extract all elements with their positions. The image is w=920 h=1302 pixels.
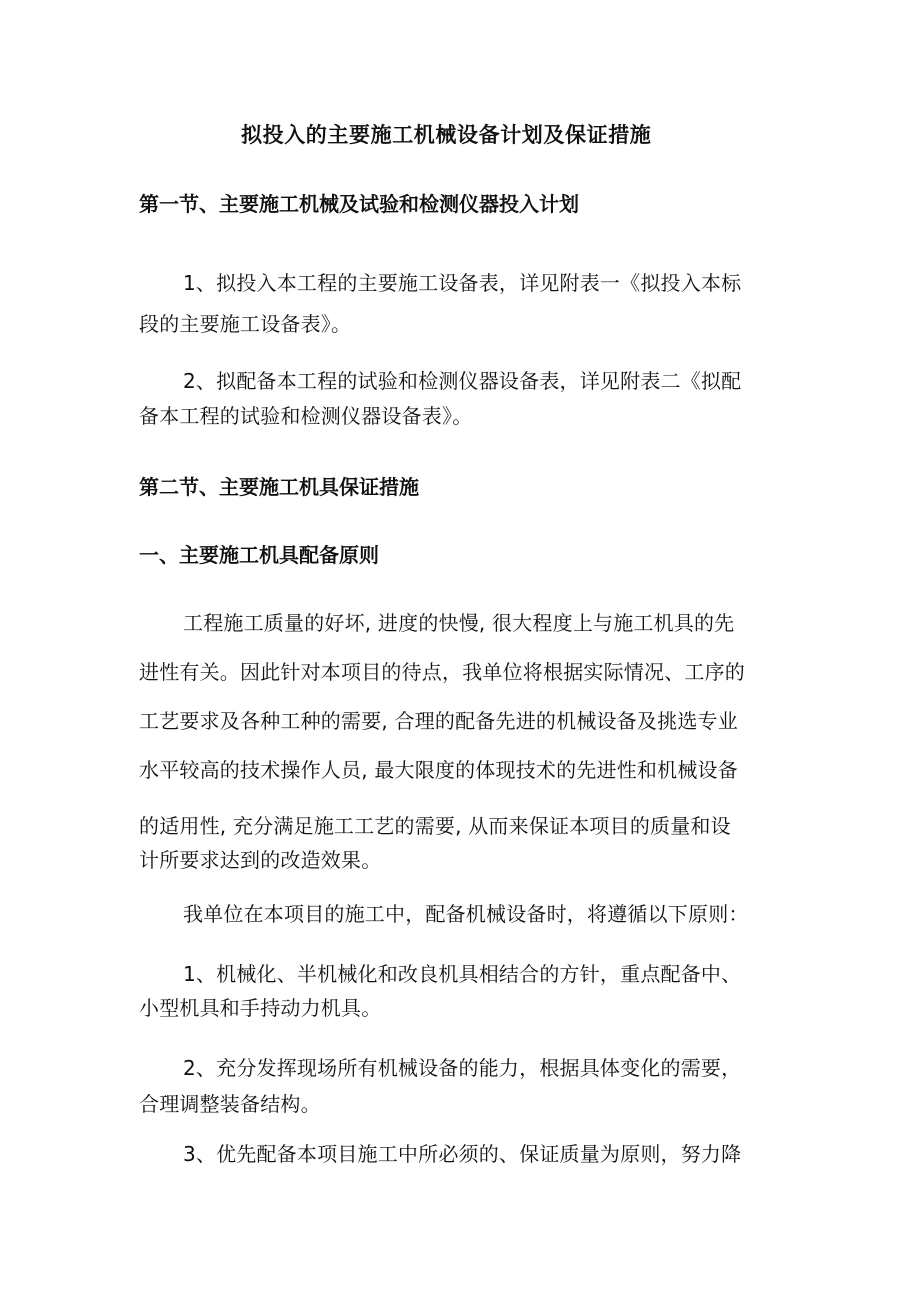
intro-paragraph-line-3: 工艺要求及各种工种的需要, 合理的配备先进的机械设备及挑选专业 <box>139 709 738 733</box>
subsection-1-heading: 一、主要施工机具配备原则 <box>139 543 379 567</box>
principle-2-line-2: 合理调整装备结构。 <box>139 1092 321 1116</box>
section-1-heading: 第一节、主要施工机械及试验和检测仪器投入计划 <box>139 192 579 216</box>
section-1-item-1-line-1: 1、拟投入本工程的主要施工设备表，详见附表一《拟投入本标 <box>183 271 742 295</box>
section-1-item-2-line-1: 2、拟配备本工程的试验和检测仪器设备表，详见附表二《拟配 <box>183 369 742 393</box>
principle-1-line-1: 1、机械化、半机械化和改良机具相结合的方针，重点配备中、 <box>183 962 742 986</box>
intro-paragraph-line-5: 的适用性, 充分满足施工工艺的需要, 从而来保证本项目的质量和设 <box>139 814 731 838</box>
principle-1-line-2: 小型机具和手持动力机具。 <box>139 996 382 1020</box>
principles-intro: 我单位在本项目的施工中，配备机械设备时，将遵循以下原则： <box>183 902 749 926</box>
intro-paragraph-line-1: 工程施工质量的好坏, 进度的快慢, 很大程度上与施工机具的先 <box>183 611 735 635</box>
document-title: 拟投入的主要施工机械设备计划及保证措施 <box>241 123 652 147</box>
principle-2-line-1: 2、充分发挥现场所有机械设备的能力，根据具体变化的需要， <box>183 1056 742 1080</box>
intro-paragraph-line-4: 水平较高的技术操作人员, 最大限度的体现技术的先进性和机械设备 <box>139 758 738 782</box>
section-2-heading: 第二节、主要施工机具保证措施 <box>139 475 419 499</box>
intro-paragraph-line-2: 进性有关。因此针对本项目的待点，我单位将根据实际情况、工序的 <box>139 660 745 684</box>
principle-3-line-1: 3、优先配备本项目施工中所必须的、保证质量为原则，努力降 <box>183 1142 742 1166</box>
section-1-item-1-line-2: 段的主要施工设备表》。 <box>139 312 352 336</box>
intro-paragraph-line-6: 计所要求达到的改造效果。 <box>139 848 382 872</box>
section-1-item-2-line-2: 备本工程的试验和检测仪器设备表》。 <box>139 404 473 428</box>
